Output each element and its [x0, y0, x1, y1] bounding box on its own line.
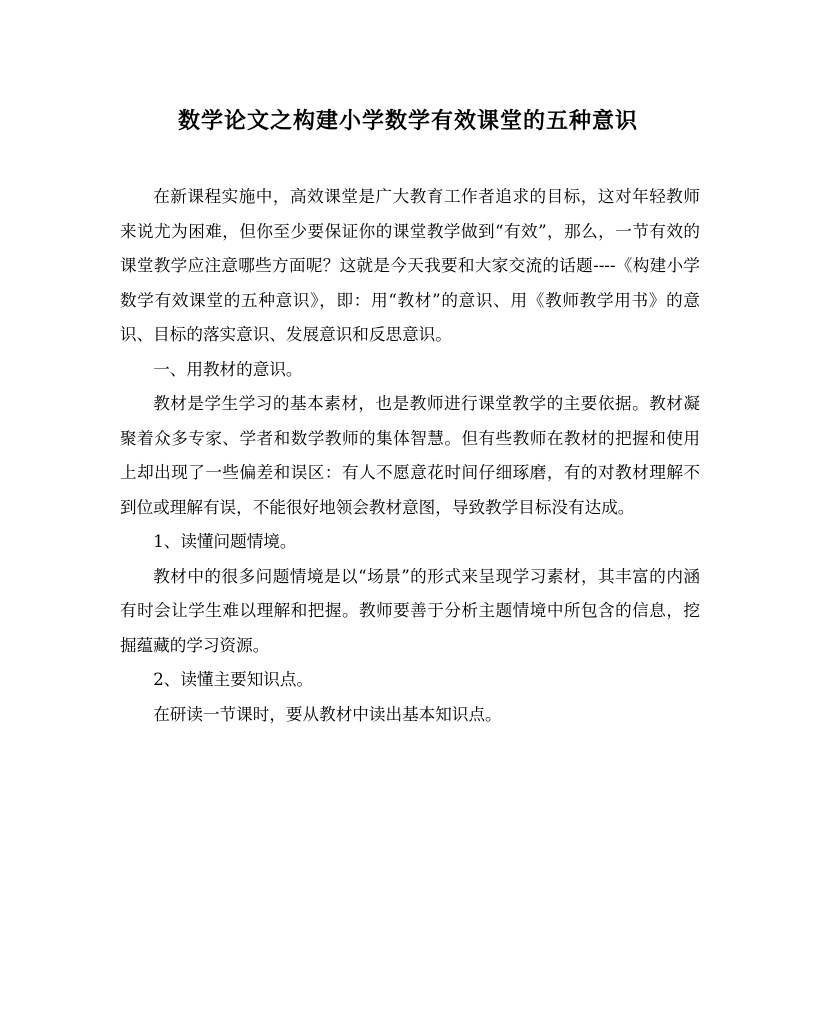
subheading-2: 2、读懂主要知识点。 — [153, 670, 314, 689]
paragraph-knowledge-points: 在研读一节课时，要从教材中读出基本知识点。 — [153, 704, 502, 724]
document-body — [120, 180, 700, 732]
paragraph-problem-situation: 教材中的很多问题情境是以“场景”的形式来呈现学习素材，其丰富的内涵有时会让学生难以理解和把握。教师要善于分析主题情境中所包含的信息，挖掘蕴藏的学习资源。 — [120, 566, 700, 655]
heading-section-1: 一、用教材的意识。 — [153, 359, 303, 379]
paragraph-intro: 在新课程实施中，高效课堂是广大教育工作者追求的目标，这对年轻教师来说尤为困难，但你至少要保证你的课堂教学做到“有效”，那么，一节有效的课堂教学应注意哪些方面呢？这就是今天我要和大家交流的话题----《构建小学数学有效课堂的五种意识》，即：用“教材”的意识、用《教师教学用书》的意识、目标的落实意识、发展意识和反思意识。 — [120, 187, 700, 344]
subheading-1: 1、读懂问题情境。 — [153, 532, 297, 551]
document-title: 数学论文之构建小学数学有效课堂的五种意识 — [177, 108, 638, 134]
paragraph-textbook: 教材是学生学习的基本素材，也是教师进行课堂教学的主要依据。教材凝聚着众多专家、学者和数学教师的集体智慧。但有些教师在教材的把握和使用上却出现了一些偏差和误区：有人不愿意花时间仔细琢磨，有的对教材理解不到位或理解有误，不能很好地领会教材意图，导致教学目标没有达成。 — [120, 394, 700, 517]
